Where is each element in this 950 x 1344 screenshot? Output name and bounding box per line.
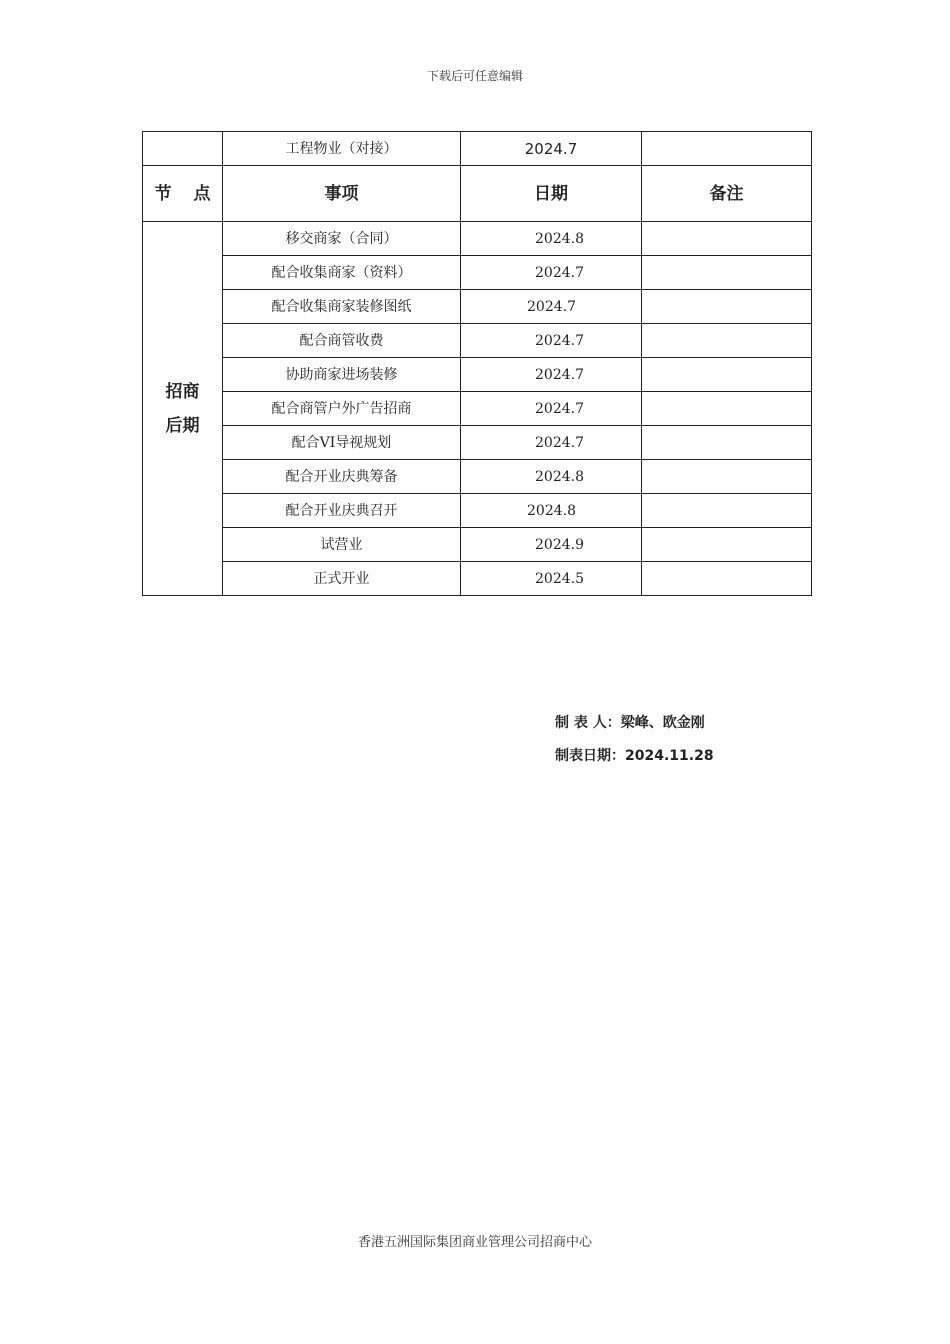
table-row-top (143, 132, 812, 166)
item-cell: 移交商家（合同） (223, 222, 461, 256)
item-cell: 配合VI导视规划 (223, 426, 461, 460)
group-label-line1: 招商 (165, 381, 200, 402)
table-row (143, 562, 812, 596)
item-cell: 配合收集商家（资料） (223, 256, 461, 290)
header-node-left: 节 (154, 183, 172, 204)
table-row (143, 426, 812, 460)
header-date: 日期 (461, 166, 642, 222)
remark-cell (642, 426, 812, 460)
item-cell: 工程物业（对接） (223, 132, 461, 166)
item-cell: 正式开业 (223, 562, 461, 596)
remark-cell (642, 528, 812, 562)
remark-cell (642, 494, 812, 528)
header-remark: 备注 (642, 166, 812, 222)
table-row (143, 290, 812, 324)
table-date: 制表日期：2024.11.28 (555, 748, 714, 764)
schedule-table (142, 131, 812, 596)
header-node-right: 点 (193, 183, 211, 204)
remark-cell (642, 256, 812, 290)
item-cell: 配合开业庆典筹备 (223, 460, 461, 494)
date-cell: 2024.8 (461, 460, 642, 494)
item-cell: 配合商管收费 (223, 324, 461, 358)
date-cell: 2024.7 (461, 132, 642, 166)
date-cell: 2024.7 (461, 290, 642, 324)
table-row (143, 222, 812, 256)
group-label-line2: 后期 (165, 415, 200, 436)
table-row (143, 392, 812, 426)
date-cell: 2024.7 (461, 256, 642, 290)
date-cell: 2024.8 (461, 494, 642, 528)
remark-cell (642, 358, 812, 392)
signature-block (555, 712, 714, 778)
table-row (143, 256, 812, 290)
item-cell: 试营业 (223, 528, 461, 562)
remark-cell (642, 460, 812, 494)
date-cell: 2024.7 (461, 426, 642, 460)
date-cell: 2024.7 (461, 392, 642, 426)
date-cell: 2024.8 (461, 222, 642, 256)
remark-cell (642, 392, 812, 426)
table-row (143, 358, 812, 392)
remark-cell (642, 324, 812, 358)
group-cell (143, 222, 223, 596)
table-row (143, 494, 812, 528)
table-row (143, 460, 812, 494)
node-cell-empty (143, 132, 223, 166)
table-row (143, 528, 812, 562)
table-maker: 制 表 人：梁峰、欧金刚 (555, 715, 705, 731)
date-cell: 2024.9 (461, 528, 642, 562)
table-header-row (143, 166, 812, 222)
item-cell: 协助商家进场装修 (223, 358, 461, 392)
remark-cell (642, 562, 812, 596)
remark-cell (642, 222, 812, 256)
table-row (143, 324, 812, 358)
date-cell: 2024.7 (461, 324, 642, 358)
date-cell: 2024.7 (461, 358, 642, 392)
item-cell: 配合收集商家装修图纸 (223, 290, 461, 324)
page-footer-note: 香港五洲国际集团商业管理公司招商中心 (357, 1235, 592, 1250)
item-cell: 配合商管户外广告招商 (223, 392, 461, 426)
date-cell: 2024.5 (461, 562, 642, 596)
page-header-note: 下载后可任意编辑 (426, 69, 523, 83)
header-item: 事项 (223, 166, 461, 222)
remark-cell (642, 290, 812, 324)
item-cell: 配合开业庆典召开 (223, 494, 461, 528)
header-node (143, 166, 223, 222)
remark-cell (642, 132, 812, 166)
